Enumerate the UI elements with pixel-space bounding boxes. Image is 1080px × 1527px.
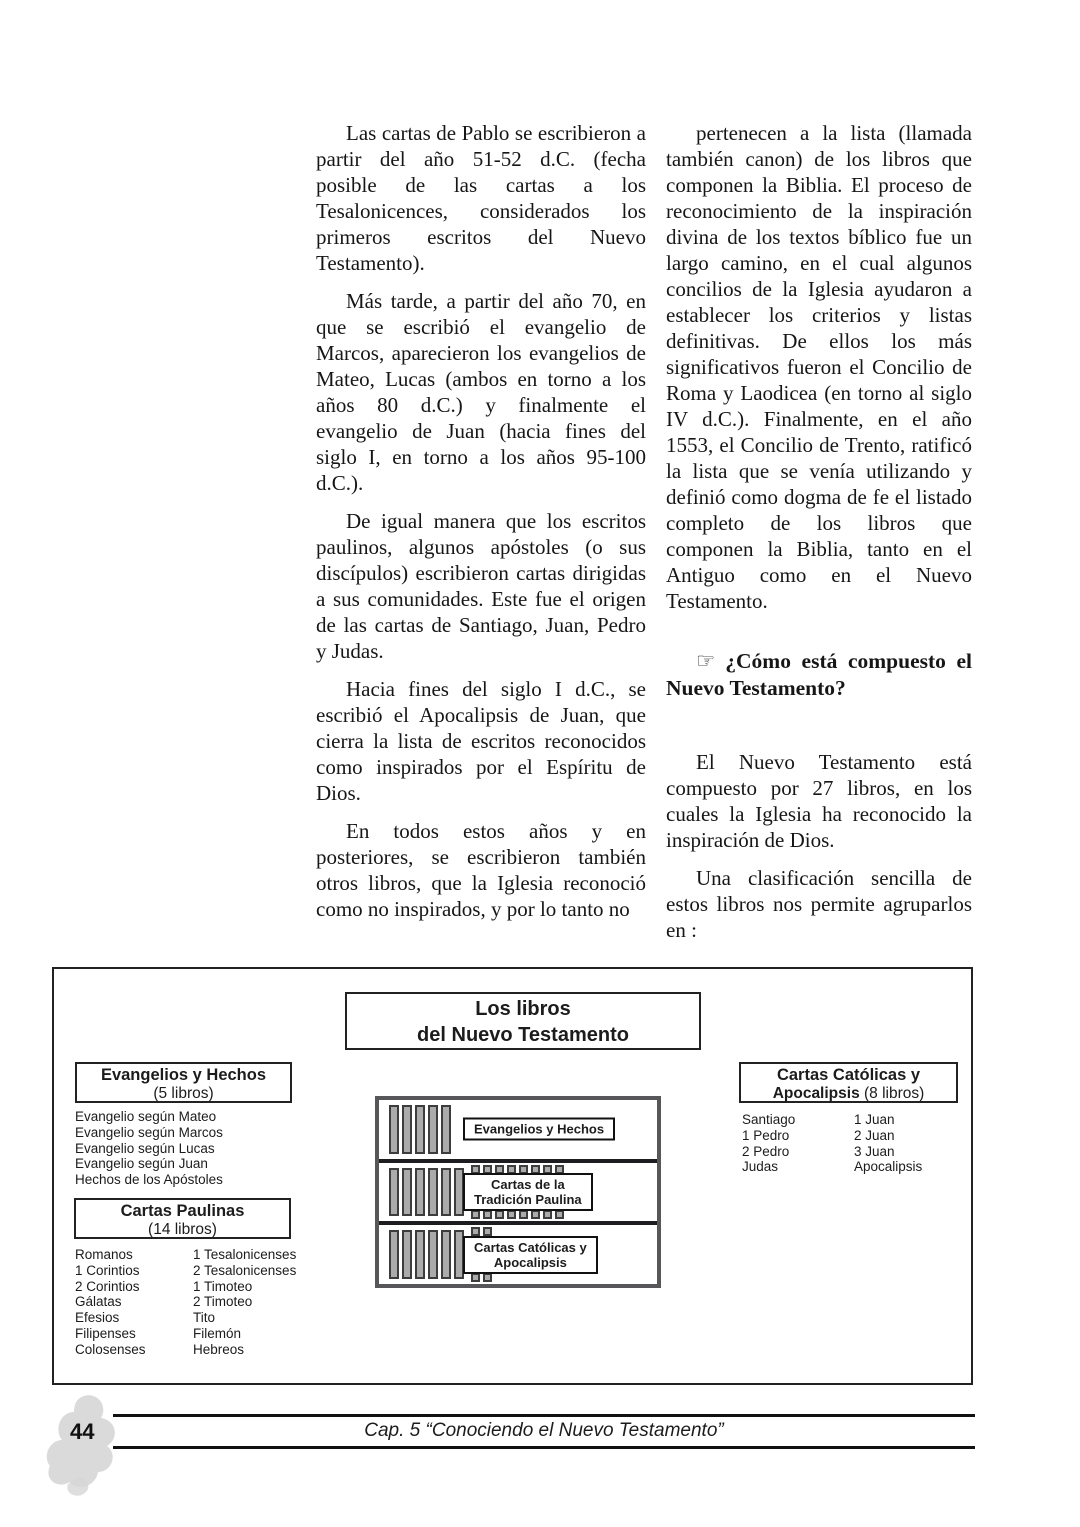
book-list-column	[854, 1112, 922, 1175]
hidden-books-bottom	[471, 1273, 492, 1282]
footer-rule-top	[113, 1414, 975, 1417]
diagram-title-box	[345, 992, 701, 1050]
book-spine	[415, 1168, 425, 1217]
group-subtitle: (14 libros)	[148, 1221, 217, 1238]
shelf-row-catolicas	[379, 1225, 657, 1284]
book-list-column	[75, 1247, 193, 1358]
ink-blot-ornament	[46, 1394, 124, 1498]
group-box-paulinas	[74, 1198, 291, 1239]
diagram-title-line1: Los libros	[475, 998, 571, 1020]
book-spine	[415, 1230, 425, 1279]
list-item: 1 Pedro	[742, 1127, 790, 1143]
paragraph: El Nuevo Testamento está compuesto por 27 libros, en los cuales la Iglesia ha reconocido la inspiración de Dios.	[666, 750, 972, 852]
book-list-catolicas	[742, 1112, 922, 1175]
list-item: Santiago	[742, 1112, 796, 1127]
hidden-books-bottom	[471, 1210, 564, 1219]
group-box-evangelios	[75, 1062, 292, 1103]
list-item: 1 Juan	[854, 1112, 895, 1127]
group-subtitle: (8 libros)	[859, 1085, 925, 1102]
shelf-label-line: Cartas Católicas y	[474, 1239, 587, 1255]
footer-chapter-caption: Cap. 5 “Conociendo el Nuevo Testamento”	[364, 1420, 724, 1441]
book-spine	[402, 1105, 412, 1154]
list-item: Evangelio según Lucas	[75, 1140, 215, 1156]
list-item: 2 Pedro	[742, 1143, 790, 1159]
list-item: Hebreos	[193, 1341, 245, 1357]
book-spine	[402, 1168, 412, 1217]
book-spines	[389, 1230, 464, 1279]
shelf-label-line: Evangelios y Hechos	[474, 1121, 605, 1137]
hidden-book	[555, 1210, 564, 1219]
group-title: Cartas Católicas y	[776, 1066, 921, 1084]
hidden-book	[471, 1210, 480, 1219]
list-item: Romanos	[75, 1247, 133, 1262]
hidden-book	[507, 1210, 516, 1219]
paragraph: pertenecen a la lista (llamada también canon) de los libros que componen la Biblia. El proceso de reconocimiento de la inspiración divina de los textos bíblico fue un largo camino, en el cual algunos concilios de la Iglesia ayudaron a establecer los criterios y listas definitivas. De ellos los más significativos fueron el Concilio de Roma y Laodicea (en torno al siglo IV d.C.). Finalmente, en el año 1553, el Concilio de Trento, ratificó la lista que se venía utilizando y definió como dogma de fe el listado completo de los libros que componen la Biblia, tanto en el Antiguo como en el Nuevo Testamento.	[666, 121, 972, 613]
book-spines	[389, 1168, 464, 1217]
group-subtitle: (5 libros)	[153, 1085, 214, 1102]
list-item: Filipenses	[75, 1325, 136, 1341]
list-item: Apocalipsis	[854, 1159, 923, 1175]
paragraph: Hacia fines del siglo I d.C., se escribió el Apocalipsis de Juan, que cierra la lista de escritos reconocidos como inspirados por el Espíritu de Dios.	[316, 677, 646, 805]
book-spine	[389, 1168, 399, 1217]
list-item: 2 Juan	[854, 1127, 895, 1143]
list-item: Evangelio según Juan	[75, 1156, 208, 1172]
list-item: Tito	[193, 1310, 216, 1326]
shelf-label	[463, 1118, 615, 1141]
manicule-pointing-hand-icon: ☞	[696, 649, 716, 674]
book-spine	[428, 1168, 438, 1217]
shelf-label-line: Tradición Paulina	[474, 1192, 582, 1207]
hidden-book	[483, 1210, 492, 1219]
paragraph: Más tarde, a partir del año 70, en que se escribió el evangelio de Marcos, aparecieron los evangelios de Mateo, Lucas (ambos en torno a los años 80 d.C.) y finalmente el evangelio de Juan (hacia fines del siglo I, en torno a los años 95-100 d.C.).	[316, 289, 646, 495]
book-spine	[389, 1105, 399, 1154]
shelf-row-paulinas	[379, 1163, 657, 1222]
book-spine	[428, 1230, 438, 1279]
shelf-label-line: Cartas de la	[490, 1177, 565, 1192]
shelf-row-evangelios	[379, 1100, 657, 1159]
hidden-book	[543, 1210, 552, 1219]
paragraph: En todos estos años y en posteriores, se escribieron también otros libros, que la Iglesia reconoció como no inspirados, y por lo tanto no	[316, 819, 646, 921]
list-item: Gálatas	[75, 1294, 122, 1310]
group-title: Cartas Paulinas	[120, 1202, 245, 1220]
bookshelf-graphic	[375, 1096, 661, 1288]
list-item: 2 Tesalonicenses	[193, 1262, 297, 1278]
paragraph: Las cartas de Pablo se escribieron a partir del año 51-52 d.C. (fecha posible de las cartas a los Tesalonicences, considerados los primeros escritos del Nuevo Testamento).	[316, 121, 646, 275]
list-item: 1 Tesalonicenses	[193, 1247, 297, 1262]
diagram-title-line2: del Nuevo Testamento	[417, 1024, 629, 1046]
shelf-label	[463, 1236, 598, 1274]
hidden-book	[495, 1210, 504, 1219]
hidden-book	[471, 1273, 480, 1282]
footer-rule-bottom	[113, 1446, 975, 1449]
text-column-right	[666, 120, 972, 955]
list-item: Judas	[742, 1159, 779, 1175]
group-box-catolicas	[739, 1062, 958, 1103]
section-heading	[666, 648, 972, 702]
list-item: Evangelio según Mateo	[75, 1109, 217, 1124]
book-spine	[441, 1230, 451, 1279]
shelf-label	[463, 1173, 593, 1211]
list-item: Filemón	[193, 1325, 242, 1341]
paragraph: Una clasificación sencilla de estos libros nos permite agruparlos en :	[666, 866, 972, 942]
group-title-line2	[741, 1085, 956, 1103]
list-item: Hechos de los Apóstoles	[75, 1172, 223, 1188]
book-list-column	[193, 1247, 296, 1358]
new-testament-books-diagram	[52, 967, 973, 1385]
list-item: 2 Timoteo	[193, 1294, 253, 1310]
section-heading-text: ¿Cómo está compuesto el Nuevo Testamento?	[666, 649, 972, 700]
book-spine	[441, 1168, 451, 1217]
text-column-left	[316, 120, 646, 934]
list-item: Evangelio según Marcos	[75, 1124, 223, 1140]
book-spines	[389, 1105, 451, 1154]
book-spine	[428, 1105, 438, 1154]
shelf-label-line: Apocalipsis	[493, 1254, 567, 1270]
book-spine	[389, 1230, 399, 1279]
list-item: Colosenses	[75, 1341, 146, 1357]
hidden-book	[531, 1210, 540, 1219]
book-list-paulinas	[75, 1247, 296, 1358]
hidden-book	[519, 1210, 528, 1219]
list-item: 3 Juan	[854, 1143, 895, 1159]
list-item: 1 Timoteo	[193, 1278, 253, 1294]
list-item: 1 Corintios	[75, 1262, 140, 1278]
paragraph: De igual manera que los escritos paulinos, algunos apóstoles (o sus discípulos) escribieron cartas dirigidas a sus comunidades. Este fue el origen de las cartas de Santiago, Juan, Pedro y Judas.	[316, 509, 646, 663]
list-item: 2 Corintios	[75, 1278, 140, 1294]
book-spine	[441, 1105, 451, 1154]
book-list-column	[742, 1112, 854, 1175]
book-spine	[402, 1230, 412, 1279]
hidden-book	[483, 1273, 492, 1282]
page-number: 44	[70, 1419, 95, 1444]
book-spine	[415, 1105, 425, 1154]
book-list-evangelios	[75, 1109, 223, 1188]
group-title-bold: Apocalipsis	[772, 1085, 860, 1102]
group-title: Evangelios y Hechos	[100, 1066, 267, 1084]
list-item: Efesios	[75, 1310, 120, 1326]
